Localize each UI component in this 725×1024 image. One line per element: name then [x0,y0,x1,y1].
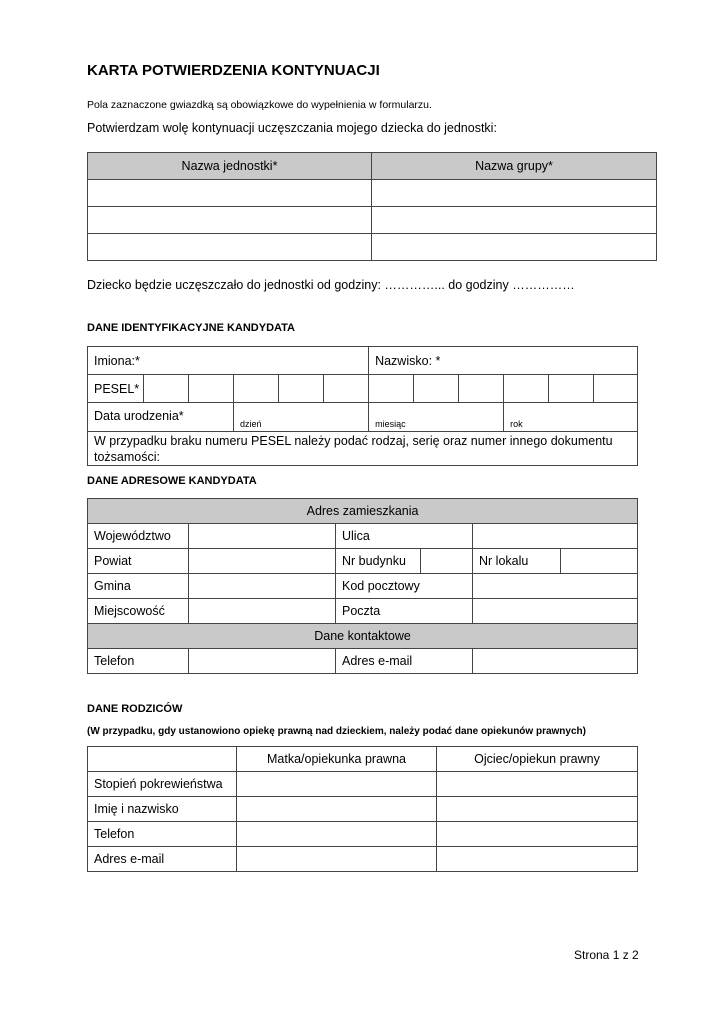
pesel-digit-9[interactable] [504,375,549,403]
mother-phone-field[interactable] [237,822,437,847]
year-label: rok [510,419,523,429]
pesel-digit-5[interactable] [324,375,369,403]
post-office-field[interactable] [473,599,638,624]
parents-table [87,746,638,872]
mother-name-field[interactable] [237,797,437,822]
birth-day-field[interactable] [234,403,369,432]
group-name-header: Nazwa grupy* [372,153,657,180]
pesel-digit-10[interactable] [549,375,594,403]
locality-label: Miejscowość [88,599,189,624]
pesel-digit-11[interactable] [594,375,638,403]
first-names-label: Imiona:* [94,353,140,368]
locality-field[interactable] [189,599,336,624]
father-header: Ojciec/opiekun prawny [437,747,638,772]
group-name-field[interactable] [372,234,657,261]
unit-name-field[interactable] [88,180,372,207]
full-name-label: Imię i nazwisko [88,797,237,822]
commune-label: Gmina [88,574,189,599]
parents-corner-cell [88,747,237,772]
county-label: Powiat [88,549,189,574]
flat-no-label: Nr lokalu [473,549,561,574]
parent-email-label: Adres e-mail [88,847,237,872]
pesel-digit-7[interactable] [414,375,459,403]
street-field[interactable] [473,524,638,549]
father-name-field[interactable] [437,797,638,822]
pesel-digit-2[interactable] [189,375,234,403]
pesel-digit-1[interactable] [144,375,189,403]
post-office-label: Poczta [336,599,473,624]
county-field[interactable] [189,549,336,574]
alt-document-field[interactable] [88,432,638,466]
relationship-label: Stopień pokrewieństwa [88,772,237,797]
residence-header: Adres zamieszkania [88,499,638,524]
surname-field[interactable] [369,347,638,375]
birth-date-label: Data urodzenia* [88,403,234,432]
building-no-field[interactable] [421,549,473,574]
mother-header: Matka/opiekunka prawna [237,747,437,772]
flat-no-field[interactable] [561,549,638,574]
no-pesel-note-line1: W przypadku braku numeru PESEL należy podać rodzaj, serię oraz numer innego dokumentu [94,434,613,448]
address-heading: DANE ADRESOWE KANDYDATA [87,475,257,487]
no-pesel-note-line2: tożsamości: [94,450,160,464]
street-label: Ulica [336,524,473,549]
address-table [87,498,638,674]
page-number: Strona 1 z 2 [574,948,639,962]
first-names-field[interactable] [88,347,369,375]
mother-email-field[interactable] [237,847,437,872]
confirm-text: Potwierdzam wolę kontynuacji uczęszczania mojego dziecka do jednostki: [87,121,497,135]
pesel-digit-4[interactable] [279,375,324,403]
pesel-digit-3[interactable] [234,375,279,403]
surname-label: Nazwisko: * [375,353,441,368]
page-title: KARTA POTWIERDZENIA KONTYNUACJI [87,62,380,79]
commune-field[interactable] [189,574,336,599]
birth-month-field[interactable] [369,403,504,432]
attendance-hours-text: Dziecko będzie uczęszczało do jednostki od godziny: …………... do godziny …………… [87,278,575,292]
building-no-label: Nr budynku [336,549,421,574]
voivodeship-field[interactable] [189,524,336,549]
group-name-field[interactable] [372,207,657,234]
parent-phone-label: Telefon [88,822,237,847]
mother-relationship-field[interactable] [237,772,437,797]
phone-field[interactable] [189,649,336,674]
father-phone-field[interactable] [437,822,638,847]
voivodeship-label: Województwo [88,524,189,549]
unit-name-field[interactable] [88,207,372,234]
parents-subheading: (W przypadku, gdy ustanowiono opiekę prawną nad dzieckiem, należy podać dane opiekunów prawnych) [87,726,586,737]
father-email-field[interactable] [437,847,638,872]
units-table [87,152,657,261]
pesel-digit-8[interactable] [459,375,504,403]
ident-heading: DANE IDENTYFIKACYJNE KANDYDATA [87,322,295,334]
pesel-label: PESEL* [88,375,144,403]
ident-table [87,346,638,466]
postal-code-label: Kod pocztowy [336,574,473,599]
group-name-field[interactable] [372,180,657,207]
month-label: miesiąc [375,419,406,429]
email-field[interactable] [473,649,638,674]
contact-header: Dane kontaktowe [88,624,638,649]
postal-code-field[interactable] [473,574,638,599]
day-label: dzień [240,419,262,429]
email-label: Adres e-mail [336,649,473,674]
unit-name-header: Nazwa jednostki* [88,153,372,180]
parents-heading: DANE RODZICÓW [87,703,183,715]
pesel-digit-6[interactable] [369,375,414,403]
unit-name-field[interactable] [88,234,372,261]
birth-year-field[interactable] [504,403,638,432]
required-note: Pola zaznaczone gwiazdką są obowiązkowe do wypełnienia w formularzu. [87,99,432,111]
phone-label: Telefon [88,649,189,674]
father-relationship-field[interactable] [437,772,638,797]
